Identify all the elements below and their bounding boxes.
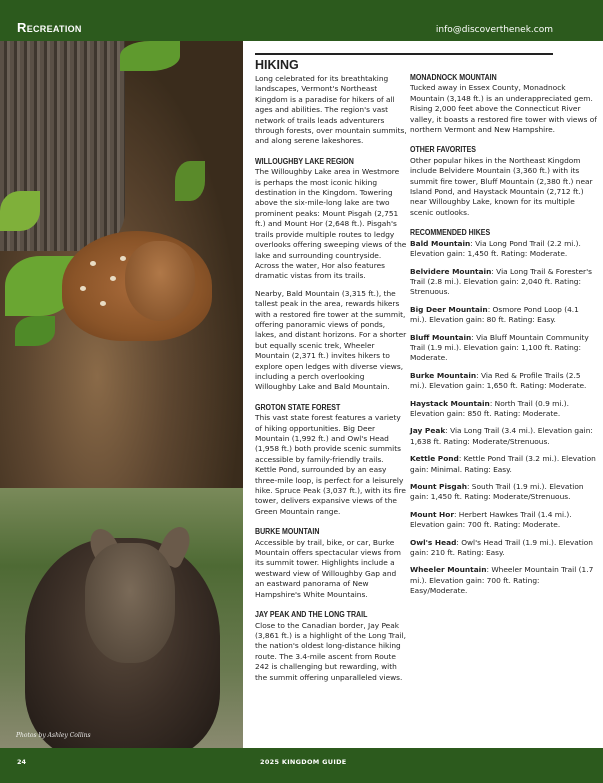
contact-email: info@discoverthenek.com <box>435 25 553 35</box>
hike-item <box>410 538 598 559</box>
section-heading: MONADNOCK MOUNTAIN <box>410 73 497 82</box>
hike-name: Kettle Pond <box>410 454 459 464</box>
hike-name: Haystack Mountain <box>410 398 490 408</box>
article-title: HIKING <box>255 58 299 72</box>
section-heading: WILLOUGHBY LAKE REGION <box>255 156 354 166</box>
hike-details: : Herbert Hawkes Trail (1.4 mi.). Elevation gain: 700 ft. Rating: Moderate. <box>410 509 572 530</box>
hike-details: : North Trail (0.9 mi.). Elevation gain: 850 ft. Rating: Moderate. <box>410 398 569 418</box>
hike-name: Mount Pisgah <box>410 482 467 491</box>
paragraph: Nearby, Bald Mountain (3,315 ft.), the tallest peak in the area, rewards hikers with a restored fire tower at the summit, offering panoramic views of ponds, lakes, and distant horizons. For a shorter but equally scenic trek, Wheeler Mountain (2,371 ft.) invites hikers to explore open ledges with diverse views, including a perch overlooking Willoughby Lake and Bald Mountain. <box>255 288 407 392</box>
section-willoughby <box>255 157 407 393</box>
section-groton <box>255 403 407 517</box>
hike-item <box>410 565 598 596</box>
paragraph: Close to the Canadian border, Jay Peak (3,861 ft.) is a highlight of the Long Trail, the nation's oldest long-distance hiking route. The 3.4-mile ascent from Route 242 is challenging but rewarding, with the summit offering unparalleled views. <box>255 620 406 682</box>
hike-item <box>410 454 598 475</box>
hike-item <box>410 239 598 260</box>
page-header <box>0 0 603 41</box>
section-other-favorites <box>410 145 598 218</box>
photo-credit: Photos by Ashley Collins <box>16 732 91 739</box>
hike-details: : Owl's Head Trail (1.9 mi.). Elevation gain: 210 ft. Rating: Easy. <box>410 537 593 558</box>
publication-name: 2025 KINGDOM GUIDE <box>260 758 347 766</box>
section-heading: BURKE MOUNTAIN <box>255 527 320 537</box>
section-heading: RECOMMENDED HIKES <box>410 228 491 238</box>
moose-photo <box>0 488 243 748</box>
hike-name: Belvidere Mountain <box>410 266 492 276</box>
page-footer <box>0 748 603 783</box>
hike-details: : South Trail (1.9 mi.). Elevation gain: 1,450 ft. Rating: Moderate/Strenuous. <box>410 482 584 502</box>
hike-name: Jay Peak <box>410 426 446 436</box>
hike-details: : Kettle Pond Trail (3.2 mi.). Elevation gain: Minimal. Rating: Easy. <box>410 454 596 474</box>
hike-details: : Osmore Pond Loop (4.1 mi.). Elevation gain: 80 ft. Rating: Easy. <box>410 304 579 325</box>
hike-name: Owl's Head <box>410 537 457 547</box>
column-2 <box>410 73 598 604</box>
hike-item <box>410 482 598 503</box>
hike-item <box>410 333 598 364</box>
intro-paragraph: Long celebrated for its breathtaking landscapes, Vermont's Northeast Kingdom is a paradise for hikers of all ages and abilities. The region's vast network of trails leads adventurers through forests, over mountain summits, and along serene lakeshores. <box>255 74 407 146</box>
hike-name: Burke Mountain <box>410 370 477 380</box>
section-heading: JAY PEAK AND THE LONG TRAIL <box>255 610 368 620</box>
hike-details: : Via Red & Profile Trails (2.5 mi.). Elevation gain: 1,650 ft. Rating: Moderate. <box>410 370 587 391</box>
section-burke <box>255 527 407 600</box>
section-title: Recreation <box>17 20 82 35</box>
section-heading: OTHER FAVORITES <box>410 145 476 155</box>
title-rule <box>255 53 553 55</box>
hike-name: Mount Hor <box>410 509 454 519</box>
hike-details: : Via Long Pond Trail (2.2 mi.). Elevation gain: 1,450 ft. Rating: Moderate. <box>410 238 581 259</box>
hike-details: : Via Long Trail & Forester's Trail (2.8 mi.). Elevation gain: 2,040 ft. Rating: Strenuous. <box>410 266 592 297</box>
paragraph: This vast state forest features a variety of hiking opportunities. Big Deer Mountain (1,992 ft.) and Owl's Head (1,958 ft.) both provide scenic summits accessible by family-friendly trails. Kettle Pond, surrounded by an easy three-mile loop, is perfect for a leisurely hike. Spruce Peak (3,037 ft.), with its fire tower, delivers expansive views of the Green Mountain range. <box>255 413 406 516</box>
hike-name: Wheeler Mountain <box>410 565 487 575</box>
hike-name: Bald Mountain <box>410 238 471 248</box>
hike-item <box>410 371 598 392</box>
paragraph: The Willoughby Lake area in Westmore is perhaps the most iconic hiking destination in the Kingdom. Towering above the six-mile-long lake are two prominent peaks: Mount Pisgah (2,751 ft.) and Mount Hor (2,648 ft.). Pisgah's trails provide multiple routes to ledgy overlooks offering sweeping views of the lake and surrounding countryside. Across the water, Hor also features dramatic vistas from its trails. <box>255 167 407 281</box>
hike-details: : Via Bluff Mountain Community Trail (1.9 mi.). Elevation gain: 1,100 ft. Rating: Moderate. <box>410 332 589 363</box>
hike-item <box>410 399 598 420</box>
hike-item <box>410 426 598 447</box>
page-number: 24 <box>17 758 27 766</box>
column-1 <box>255 74 407 693</box>
hike-details: : Via Long Trail (3.4 mi.). Elevation gain: 1,638 ft. Rating: Moderate/Strenuous. <box>410 426 593 446</box>
paragraph: Other popular hikes in the Northeast Kingdom include Belvidere Mountain (3,360 ft.) with its summit fire tower, Bluff Mountain (2,380 ft.) near Island Pond, and Haystack Mountain (2,712 ft.) near Willoughby Lake, known for its multiple scenic outlooks. <box>410 155 593 217</box>
paragraph: Accessible by trail, bike, or car, Burke Mountain offers spectacular views from its summit tower. Highlights include a westward view of Willoughby Gap and an eastward panorama of New Hampshire's White Mountains. <box>255 537 401 599</box>
hike-name: Big Deer Mountain <box>410 304 488 314</box>
hike-item <box>410 510 598 531</box>
hike-details: : Wheeler Mountain Trail (1.7 mi.). Elevation gain: 700 ft. Rating: Easy/Moderate. <box>410 565 594 596</box>
paragraph: Tucked away in Essex County, Monadnock Mountain (3,148 ft.) is an underappreciated gem. Rising 2,000 feet above the Connecticut River valley, it boasts a restored fire tower with views of northern Vermont and New Hampshire. <box>410 83 597 135</box>
hike-name: Bluff Mountain <box>410 332 472 342</box>
hike-item <box>410 267 598 298</box>
section-monadnock <box>410 73 598 135</box>
section-jay-peak <box>255 610 407 683</box>
moose-head <box>85 543 175 663</box>
section-recommended-hikes <box>410 228 598 596</box>
section-heading: GROTON STATE FOREST <box>255 402 341 412</box>
fawn-photo <box>0 41 243 488</box>
hike-item <box>410 305 598 326</box>
hike-list <box>410 239 598 597</box>
fawn-head <box>125 241 195 321</box>
